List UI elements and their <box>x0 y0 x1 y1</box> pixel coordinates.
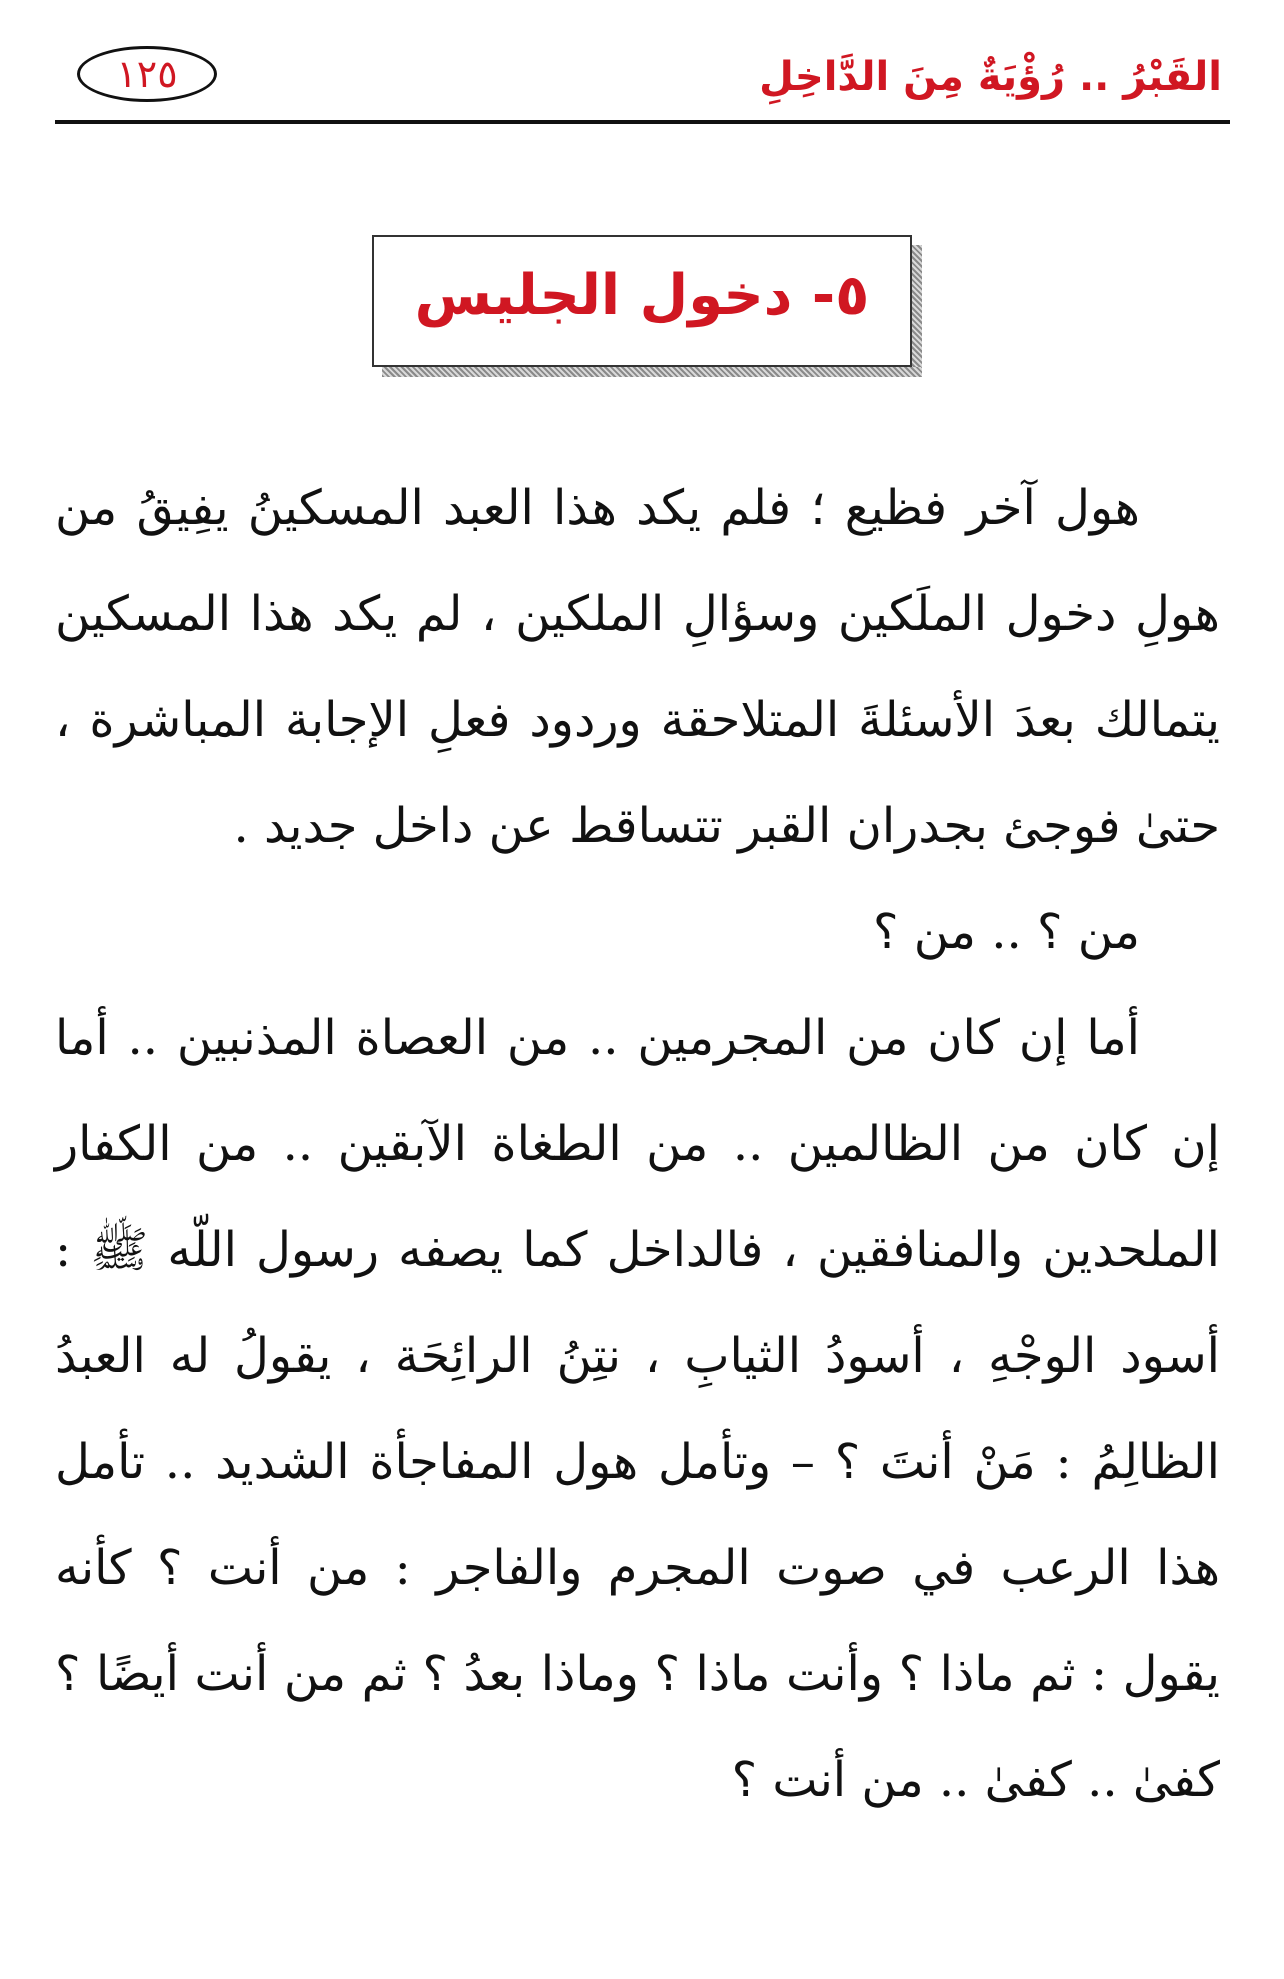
paragraph-3: أما إن كان من المجرمين .. من العصاة المذنبين .. أما إن كان من الظالمين .. من الطغاة الآبقين .. من الكفار الملحدين والمنافقين ، فالداخل كما يصفه رسول اللّه ﷺ : أسود الوجْهِ ، أسودُ الثيابِ ، نتِنُ الرائِحَة ، يقولُ له العبدُ الظالِمُ : مَنْ أنتَ ؟ – وتأمل هول المفاجأة الشديد .. تأمل هذا الرعب في صوت المجرم والفاجر : من أنت ؟ كأنه يقول : ثم ماذا ؟ وأنت ماذا ؟ وماذا بعدُ ؟ ثم من أنت أيضًا ؟ كفىٰ .. كفىٰ .. من أنت ؟ <box>55 1010 1221 1808</box>
body-text <box>55 455 1220 1833</box>
paragraph-1: هول آخر فظيع ؛ فلم يكد هذا العبد المسكينُ يفِيقُ من هولِ دخول الملَكين وسؤالِ الملكين ، لم يكد هذا المسكين يتمالك بعدَ الأسئلةَ المتلاحقة وردود فعلِ الإجابة المباشرة ، حتىٰ فوجئ بجدران القبر تتساقط عن داخل جديد . <box>55 480 1220 854</box>
running-header <box>55 40 1230 126</box>
paragraph-2: من ؟ .. من ؟ <box>873 904 1140 960</box>
page-number: ١٢٥ <box>77 46 217 102</box>
header-rule <box>55 120 1230 124</box>
running-title: القَبْرُ .. رُؤْيَةٌ مِنَ الدَّاخِلِ <box>759 54 1222 100</box>
section-title: ٥- دخول الجليس <box>414 263 870 328</box>
section-title-box <box>372 235 912 367</box>
